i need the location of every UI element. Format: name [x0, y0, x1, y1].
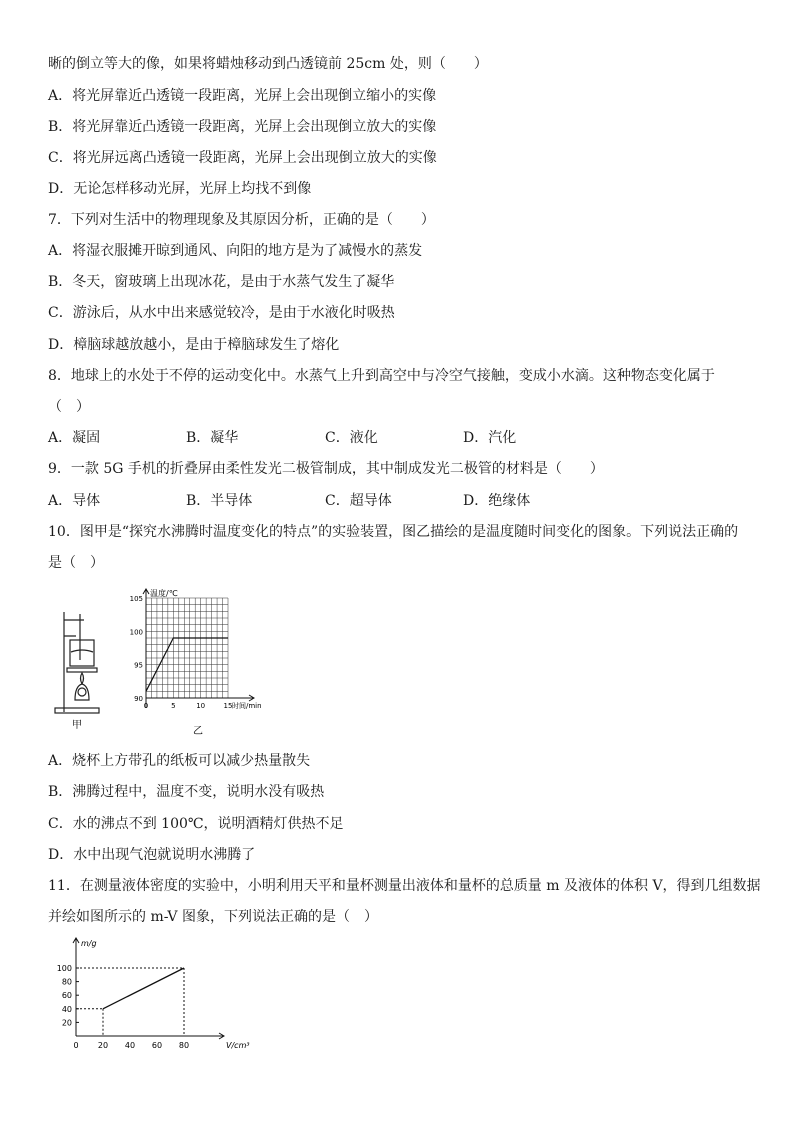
x-axis-title: V/cm³	[226, 1041, 250, 1050]
q7-option-d: D．樟脑球越放越小，是由于樟脑球发生了熔化	[48, 337, 340, 353]
q6-option-a: A．将光屏靠近凸透镜一段距离，光屏上会出现倒立缩小的实像	[48, 88, 437, 104]
series-line	[103, 968, 184, 1009]
q8-option-b: B．凝华	[186, 430, 239, 446]
q9-option-b: B．半导体	[186, 493, 253, 509]
beaker	[70, 640, 94, 666]
q8-option-d: D．汽化	[463, 430, 517, 446]
y-tick-label: 60	[61, 991, 72, 1001]
y-tick-label: 100	[56, 964, 72, 973]
x-tick-label: 5	[171, 702, 176, 710]
y-tick-label: 90	[134, 695, 143, 703]
q11-stem-cont: 并绘如图所示的 m-V 图象，下列说法正确的是（ ）	[48, 909, 378, 925]
y-tick-label: 95	[134, 661, 143, 670]
q7-option-a: A．将湿衣服摊开晾到通风、向阳的地方是为了减慢水的蒸发	[48, 243, 423, 259]
q10-option-a: A．烧杯上方带孔的纸板可以减少热量散失	[48, 753, 311, 769]
q9-stem: 9．一款 5G 手机的折叠屏由柔性发光二极管制成，其中制成发光二极管的材料是（ ）	[48, 461, 604, 477]
q9-option-d: D．绝缘体	[463, 493, 531, 509]
x-tick-label: 10	[196, 702, 206, 710]
alcohol-lamp	[75, 684, 89, 700]
q10-option-b: B．沸腾过程中，温度不变，说明水没有吸热	[48, 784, 325, 800]
y-axis-title: m/g	[81, 939, 97, 948]
mass-volume-chart	[44, 936, 284, 1056]
y-tick-label: 20	[61, 1018, 72, 1028]
q6-option-d: D．无论怎样移动光屏，光屏上均找不到像	[48, 181, 312, 197]
x-tick-label: 15	[223, 702, 233, 710]
temperature-time-chart	[128, 588, 278, 738]
x-tick-label: 60	[151, 1041, 163, 1050]
clamp	[64, 620, 84, 636]
y-tick-label: 40	[61, 1004, 72, 1014]
q10-stem: 10．图甲是“探究水沸腾时温度变化的特点”的实验装置，图乙描绘的是温度随时间变化的图象。下列说法正确的	[48, 524, 739, 540]
q10-option-c: C．水的沸点不到 100℃，说明酒精灯供热不足	[48, 816, 344, 832]
q9-option-a: A．导体	[48, 493, 101, 509]
boiling-apparatus-figure	[50, 600, 120, 730]
q7-option-c: C．游泳后，从水中出来感觉较冷，是由于水液化时吸热	[48, 305, 395, 321]
q11-stem: 11．在测量液体密度的实验中，小明利用天平和量杯测量出液体和量杯的总质量 m 及液体的体积 V，得到几组数据	[48, 878, 761, 894]
q6-option-b: B．将光屏靠近凸透镜一段距离，光屏上会出现倒立放大的实像	[48, 119, 437, 135]
x-tick-label: 0	[73, 1041, 79, 1050]
q7-option-b: B．冬天，窗玻璃上出现冰花，是由于水蒸气发生了凝华	[48, 274, 395, 290]
x-tick-label: 40	[124, 1041, 136, 1050]
y-axis-title: 温度/℃	[150, 589, 178, 598]
q8-stem: 8．地球上的水处于不停的运动变化中。水蒸气上升到高空中与冷空气接触，变成小水滴。这种物态变化属于	[48, 368, 715, 384]
q6-stem: 晰的倒立等大的像，如果将蜡烛移动到凸透镜前 25cm 处，则（ ）	[48, 56, 488, 72]
x-tick-label: 20	[97, 1041, 109, 1050]
q10-stem-cont: 是（ ）	[48, 555, 104, 571]
y-tick-label: 80	[61, 977, 72, 987]
q7-stem: 7．下列对生活中的物理现象及其原因分析，正确的是（ ）	[48, 212, 435, 228]
x-tick-label: 0	[143, 702, 149, 710]
gauze	[67, 668, 97, 672]
x-axis-title: 时间/min	[232, 702, 262, 710]
stand-base	[55, 708, 99, 713]
x-tick-label: 80	[178, 1041, 190, 1050]
q8-stem-cont: （ ）	[48, 399, 90, 415]
fig-jia-label: 甲	[72, 720, 82, 730]
fig-yi-label: 乙	[193, 726, 203, 737]
q8-option-a: A．凝固	[48, 430, 101, 446]
q6-option-c: C．将光屏远离凸透镜一段距离，光屏上会出现倒立放大的实像	[48, 150, 437, 166]
q9-option-c: C．超导体	[325, 493, 392, 509]
y-tick-label: 105	[129, 595, 143, 603]
y-tick-label: 100	[129, 628, 143, 637]
q10-option-d: D．水中出现气泡就说明水沸腾了	[48, 847, 256, 863]
q8-option-c: C．液化	[325, 430, 378, 446]
